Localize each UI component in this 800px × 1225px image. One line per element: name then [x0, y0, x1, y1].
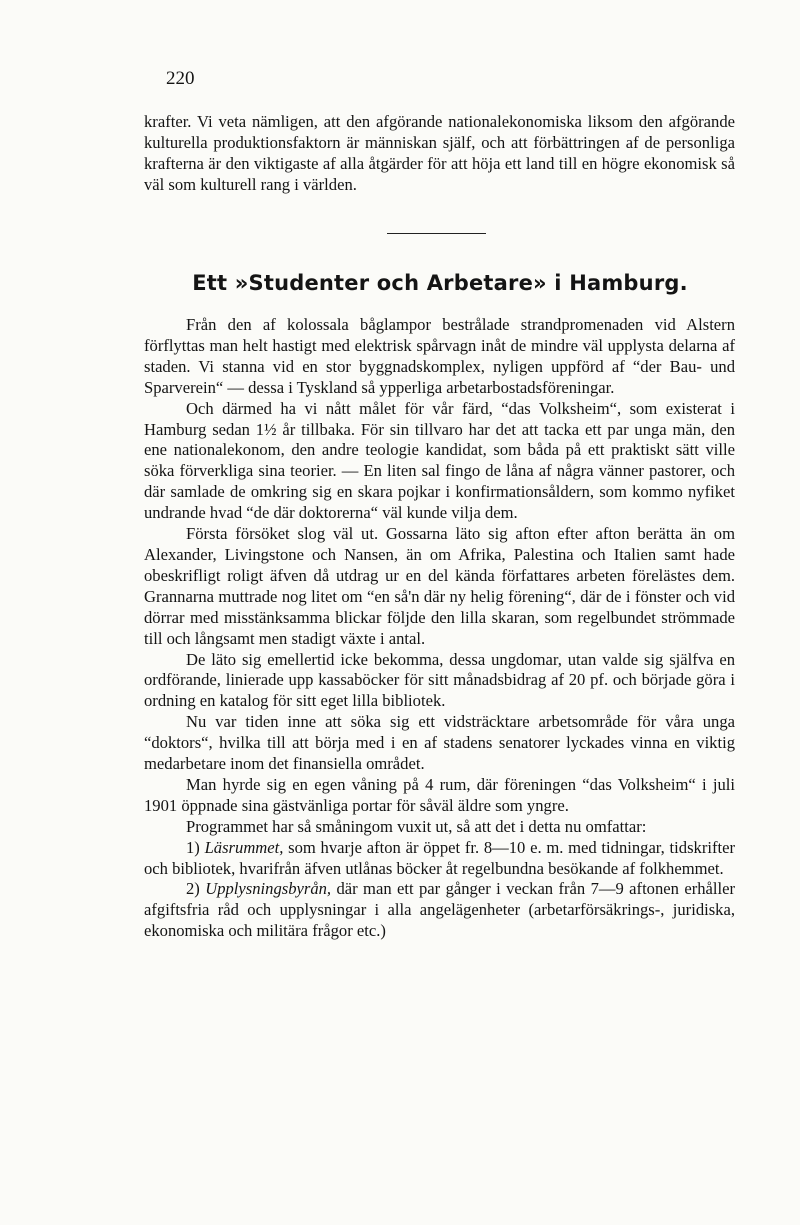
article-body [144, 315, 735, 942]
list-text: som hvarje afton är öppet fr. 8—10 e. m. med tidningar, tidskrifter och bibliotek, hvarifrån äfven utlånas böcker åt regelbundna besökande af folkhemmet. [144, 837, 735, 878]
paragraph: Från den af kolossala båglampor bestrålade strandpromenaden vid Alstern förflyttas man helt hastigt med elektrisk spårvagn inåt de mindre väl upplysta delarna af staden. Vi stanna vid en stor byggnadskomplex, nyligen uppförd af “der Bau- und Sparverein“ — dessa i Tyskland så ypperliga arbetarbostadsföreningar. [144, 315, 735, 397]
paragraph: Man hyrde sig en egen våning på 4 rum, där föreningen “das Volksheim“ i juli 1901 öppnade sina gästvänliga portar för såväl äldre som yngre. [144, 774, 735, 815]
list-number: 2) [186, 879, 200, 899]
paragraph: Första försöket slog väl ut. Gossarna läto sig afton efter afton berätta än om Alexander, Livingstone och Nansen, än om Afrika, Palestina och Italien samt hade obeskrifligt roligt äfven då utdrag ur en del kända författares arbeten förelästes dem. Grannarna muttrade nog litet om “en så'n där ny helig förening“, där de i fönster och vid dörrar med misstänksamma blickar följde den lilla skaran, som regelbundet strömmade till och långsamt men stadigt växte i antal. [144, 524, 735, 648]
paragraph: Och därmed ha vi nått målet för vår färd, “das Volksheim“, som existerat i Hamburg sedan 1½ år tillbaka. För sin tillvaro har det att tacka ett par unga män, den ene nationalekonom, den andre teologie kandidat, som båda på ett praktiskt sätt ville söka förverkliga sina teorier. — En liten sal fingo de låna af några vänner pastorer, och där samlade de omkring sig en skara pojkar i konfirmationsåldern, som kommo nyfiket undrande hvad “de där doktorerna“ väl kunde vilja dem. [144, 398, 735, 523]
list-number: 1) [186, 837, 200, 857]
paragraph: Programmet har så småningom vuxit ut, så att det i detta nu omfattar: [186, 816, 647, 836]
paragraph: De läto sig emellertid icke bekomma, dessa ungdomar, utan valde sig själfva en ordförande, linierade upp kassaböcker för sitt månadsbidrag af 20 pf. och började göra i ordning en katalog för sitt eget lilla bibliotek. [144, 649, 735, 711]
page-number: 220 [166, 68, 195, 89]
list-term: Läsrummet, [204, 837, 284, 857]
list-item [144, 838, 735, 880]
list-text: där man ett par gånger i veckan från 7—9 aftonen erhåller afgiftsfria råd och upplysningar i alla angelägenheter (arbetarförsäkrings-, juridiska, ekonomiska och militära frågor etc.) [144, 879, 735, 941]
list-item [144, 879, 735, 942]
article-title: Ett »Studenter och Arbetare» i Hamburg. [192, 271, 688, 295]
intro-text: krafter. Vi veta nämligen, att den afgörande nationalekonomiska liksom den afgörande kulturella produktionsfaktorn är människan själf, och att förbättringen af de personliga krafterna är den viktigaste af alla åtgärder för att höja ett land till en högre ekonomisk så väl som kulturell rang i världen. [144, 112, 735, 194]
section-divider [387, 233, 486, 234]
list-term: Upplysningsbyrån, [205, 879, 332, 899]
paragraph: Nu var tiden inne att söka sig ett vidsträcktare arbetsområde för våra unga “doktors“, hvilka till att börja med i en af stadens senatorer lyckades vinna en viktig medarbetare inom det finansiella området. [144, 712, 735, 774]
intro-paragraph [144, 112, 735, 196]
